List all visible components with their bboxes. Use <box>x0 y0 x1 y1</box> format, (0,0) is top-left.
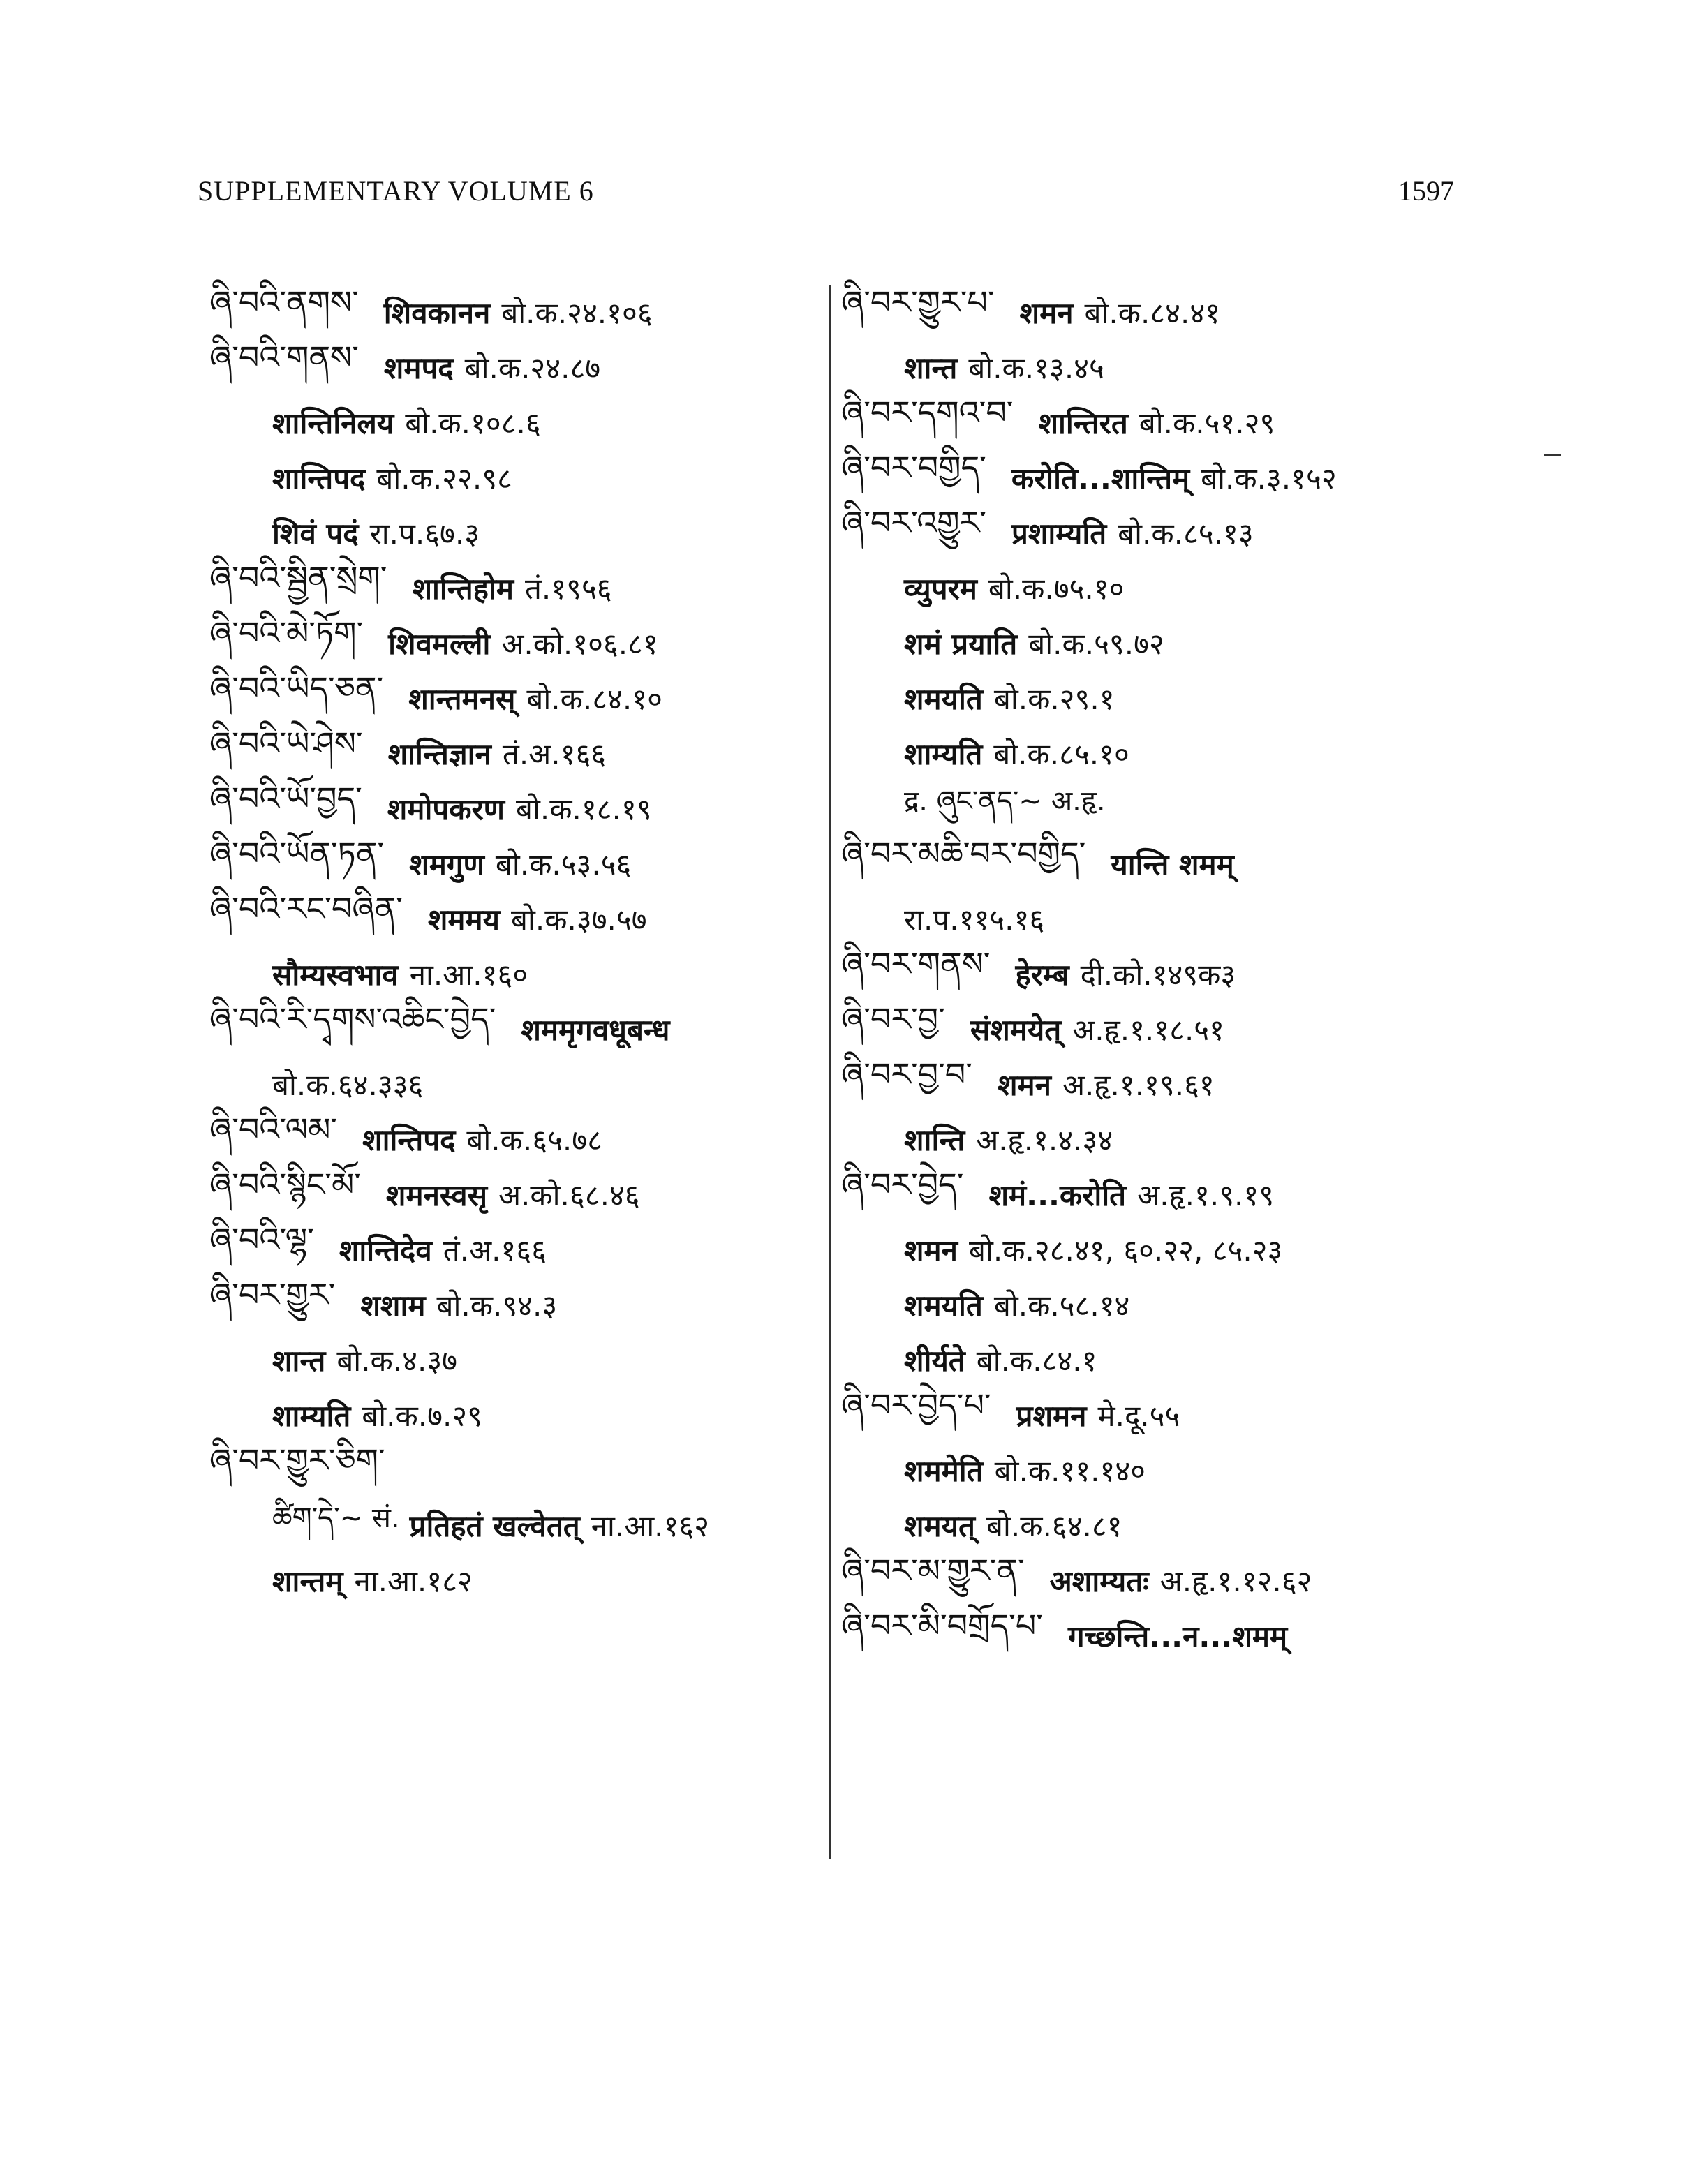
sanskrit-equivalent: शमपद <box>383 351 454 385</box>
page-header <box>198 174 1454 216</box>
sanskrit-equivalent: शान्त <box>904 351 958 385</box>
source-reference: बो.क.३.१५२ <box>1201 461 1337 496</box>
left-column <box>209 285 810 1608</box>
dictionary-entry <box>841 836 1455 891</box>
sanskrit-equivalent: शममेति <box>904 1454 984 1488</box>
sanskrit-equivalent: शमयत् <box>904 1509 975 1543</box>
source-reference: अ.को.१०६.८१ <box>501 627 658 661</box>
source-reference: बो.क.७.२९ <box>362 1399 482 1433</box>
source-reference: बो.क.५३.५६ <box>495 847 632 882</box>
source-reference: बो.क.४.३७ <box>336 1344 458 1378</box>
source-reference: बो.क.६५.७८ <box>466 1123 602 1157</box>
dictionary-entry <box>841 1608 1455 1663</box>
tibetan-headword: ཞི་བར་གྱུར་ <box>209 1276 336 1314</box>
source-reference: बो.क.५१.२९ <box>1139 406 1275 440</box>
tibetan-headword: ཞི་བར་གྱུར་ཅིག་ <box>209 1441 385 1479</box>
tibetan-headword: ཞི་བའི་ཡེ་ཤེས་ <box>209 725 363 762</box>
cross-reference-note: द्र. ཞུང་ནད་~ अ.हृ. <box>904 785 1106 817</box>
sub-entry <box>841 560 1455 616</box>
tibetan-headword: ཞི་བར་བྱ་བ་ <box>841 1055 972 1093</box>
source-reference: अ.को.६८.४६ <box>498 1178 640 1212</box>
dictionary-entry <box>209 340 810 395</box>
sanskrit-equivalent: हेरम्ब <box>1015 958 1069 992</box>
page-number: 1597 <box>1398 175 1454 207</box>
source-reference: बो.क.२४.१०६ <box>501 296 653 330</box>
sanskrit-equivalent: शममृगवधूबन्ध <box>521 1013 670 1047</box>
sanskrit-equivalent: शान्त <box>272 1344 326 1378</box>
tibetan-headword: ཞི་བར་བྱ་ <box>841 1000 945 1038</box>
sanskrit-equivalent: शशाम <box>360 1288 426 1323</box>
right-column <box>841 285 1455 1663</box>
source-reference: बो.क.७५.१० <box>988 572 1125 606</box>
running-title: SUPPLEMENTARY VOLUME 6 <box>198 175 594 207</box>
source-reference: ना.आ.१६२ <box>591 1509 710 1543</box>
sanskrit-equivalent: शमन <box>997 1068 1051 1102</box>
tibetan-headword: ཞི་བའི་ནགས་ <box>209 283 359 321</box>
source-reference: अ.हृ.१.१८.५१ <box>1072 1013 1224 1047</box>
source-reference: बो.क.६४.३३६ <box>272 1068 424 1102</box>
source-reference: बो.क.८४.४१ <box>1084 296 1221 330</box>
tibetan-headword: ཞི་བར་གྱུར་པ་ <box>841 283 995 321</box>
sanskrit-equivalent: शमन <box>904 1233 958 1268</box>
tibetan-headword: ཞི་བའི་རི་དྭགས་འཆིང་བྱེད་ <box>209 1000 496 1038</box>
source-reference: अ.हृ.१.१२.६२ <box>1159 1564 1312 1598</box>
source-reference: बो.क.२९.१ <box>993 682 1115 716</box>
source-reference: रा.प.६७.३ <box>369 517 480 551</box>
source-reference: बो.क.२२.९८ <box>376 461 512 496</box>
tibetan-headword: ཞི་བར་བྱེད་པ་ <box>841 1386 991 1424</box>
sanskrit-equivalent: संशमयेत् <box>970 1013 1062 1047</box>
source-reference: बो.क.२४.८७ <box>464 351 601 385</box>
tibetan-headword: ཞི་བར་གནས་ <box>841 945 991 983</box>
dictionary-entry <box>209 1277 810 1332</box>
sanskrit-equivalent: शमयति <box>904 682 983 716</box>
source-reference: बो.क.५८.१४ <box>993 1288 1130 1323</box>
sub-entry <box>209 395 810 450</box>
sanskrit-equivalent: व्युपरम <box>904 572 977 606</box>
tibetan-headword: ཞི་བའི་ལམ་ <box>209 1110 338 1148</box>
sanskrit-equivalent: गच्छन्ति...न...शमम् <box>1067 1619 1288 1654</box>
sanskrit-equivalent: करोति...शान्तिम् <box>1011 461 1190 496</box>
source-reference: बो.क.८४.१ <box>976 1344 1097 1378</box>
sanskrit-equivalent: शान्तिदेव <box>339 1233 432 1268</box>
sanskrit-equivalent: शीर्यते <box>904 1344 965 1378</box>
tibetan-headword: ཞི་བར་མ་གྱུར་ན་ <box>841 1552 1025 1589</box>
source-reference: दी.को.१४९क३ <box>1080 958 1236 992</box>
sanskrit-equivalent: शान्तम् <box>272 1564 343 1598</box>
source-reference: बो.क.१८.१९ <box>516 792 652 826</box>
dictionary-entry <box>841 1167 1455 1222</box>
sub-entry <box>209 450 810 505</box>
source-reference: अ.हृ.१.४.३४ <box>976 1123 1113 1157</box>
source-reference: मे.दू.५५ <box>1097 1399 1180 1433</box>
sanskrit-equivalent: शान्तिरत <box>1038 406 1128 440</box>
sanskrit-equivalent: शाम्यति <box>272 1399 351 1433</box>
tibetan-headword: ཞི་བའི་ལྷ་ <box>209 1221 314 1258</box>
cross-reference-note: ཚིག་དེ་~ सं. <box>272 1502 400 1534</box>
sanskrit-equivalent: शमनस्वसृ <box>385 1178 487 1212</box>
source-reference: ना.आ.१६० <box>409 958 528 992</box>
tibetan-headword: ཞི་བར་འགྱུར་ <box>841 504 986 542</box>
tibetan-headword: ཞི་བར་མི་བགྲོད་པ་ <box>841 1607 1043 1644</box>
source-reference: बो.क.५९.७२ <box>1028 627 1164 661</box>
dictionary-entry <box>209 1002 810 1057</box>
sanskrit-equivalent: शिवकानन <box>383 296 491 330</box>
sanskrit-equivalent: शमयति <box>904 1288 983 1323</box>
tibetan-headword: ཞི་བའི་ཡོན་ཏན་ <box>209 835 385 872</box>
tibetan-headword: ཞི་བའི་གནས་ <box>209 339 359 376</box>
tibetan-headword: ཞི་བར་བགྱིད་ <box>841 449 986 486</box>
sanskrit-equivalent: शान्तिपद <box>272 461 366 496</box>
sub-entry <box>841 1443 1455 1498</box>
sanskrit-equivalent: शान्ति <box>904 1123 965 1157</box>
source-reference: रा.प.११५.१६ <box>904 902 1045 937</box>
sub-entry <box>209 1498 810 1553</box>
sanskrit-equivalent: शान्तमनस् <box>408 682 516 716</box>
tibetan-headword: ཞི་བར་མཆི་བར་བགྱིད་ <box>841 835 1086 872</box>
sanskrit-equivalent: शमं...करोति <box>988 1178 1127 1212</box>
tibetan-headword: ཞི་བའི་སྙིང་མོ་ <box>209 1166 361 1203</box>
sanskrit-equivalent: अशाम्यतः <box>1049 1564 1149 1598</box>
source-reference: तं.अ.१६६ <box>443 1233 547 1268</box>
source-reference: अ.हृ.१.९.१९ <box>1137 1178 1275 1212</box>
sanskrit-equivalent: प्रशमन <box>1016 1399 1087 1433</box>
tibetan-headword: ཞི་བར་བྱེད་ <box>841 1166 964 1203</box>
tibetan-headword: ཞི་བའི་ཡོ་བྱད་ <box>209 780 362 817</box>
tibetan-headword: ཞི་བའི་ཡིད་ཅན་ <box>209 669 384 707</box>
source-reference: ना.आ.१८२ <box>354 1564 473 1598</box>
dictionary-entry <box>841 505 1455 560</box>
source-reference: बो.क.१३.४५ <box>968 351 1104 385</box>
sanskrit-equivalent: शाम्यति <box>904 737 983 771</box>
source-reference: तं.अ.१६६ <box>502 737 607 771</box>
sub-entry <box>841 1222 1455 1277</box>
source-reference: बो.क.८५.१० <box>993 737 1129 771</box>
source-reference: बो.क.२८.४१, ६०.२२, ८५.२३ <box>969 1233 1283 1268</box>
source-reference: तं.१९५६ <box>524 572 612 606</box>
sub-entry <box>209 1332 810 1388</box>
sanskrit-equivalent: शान्तिपद <box>362 1123 456 1157</box>
source-reference: बो.क.८५.१३ <box>1118 517 1254 551</box>
source-reference: बो.क.९४.३ <box>436 1288 558 1323</box>
sanskrit-equivalent: सौम्यस्वभाव <box>272 958 399 992</box>
margin-mark <box>1544 454 1561 456</box>
source-reference: अ.हृ.१.१९.६१ <box>1062 1068 1215 1102</box>
sanskrit-equivalent: शमन <box>1019 296 1074 330</box>
sanskrit-equivalent: शान्तिनिलय <box>272 406 394 440</box>
sanskrit-equivalent: शिवं पदं <box>272 517 359 551</box>
sub-entry <box>841 671 1455 726</box>
sanskrit-equivalent: शमोपकरण <box>387 792 505 826</box>
source-reference: बो.क.११.१४० <box>994 1454 1146 1488</box>
sanskrit-equivalent: शममय <box>427 902 501 937</box>
sanskrit-equivalent: शमगुण <box>409 847 484 882</box>
sub-entry <box>841 1277 1455 1332</box>
sub-entry <box>209 1553 810 1608</box>
source-reference: बो.क.६४.८१ <box>986 1509 1122 1543</box>
tibetan-headword: ཞི་བར་དགའ་བ་ <box>841 394 1014 431</box>
source-reference: बो.क.८४.१० <box>526 682 662 716</box>
sanskrit-equivalent: प्रशाम्यति <box>1011 517 1107 551</box>
sanskrit-equivalent: शान्तिज्ञान <box>387 737 491 771</box>
dictionary-entry <box>841 285 1455 340</box>
sanskrit-equivalent: शान्तिहोम <box>412 572 514 606</box>
source-reference: बो.क.१०८.६ <box>405 406 541 440</box>
tibetan-headword: ཞི་བའི་མེ་ཏོག་ <box>209 614 364 652</box>
tibetan-headword: ཞི་བའི་རང་བཞིན་ <box>209 890 403 928</box>
tibetan-headword: ཞི་བའི་སྦྱིན་སྲེག་ <box>209 559 387 597</box>
dictionary-entry <box>209 891 810 946</box>
sanskrit-equivalent: यान्ति शमम् <box>1111 847 1234 882</box>
dictionary-entry <box>841 1388 1455 1443</box>
sanskrit-equivalent: शमं प्रयाति <box>904 627 1018 661</box>
sanskrit-equivalent: शिवमल्ली <box>388 627 491 661</box>
source-reference: बो.क.३७.५७ <box>511 902 647 937</box>
sanskrit-equivalent: प्रतिहतं खल्वेतत् <box>409 1509 580 1543</box>
sub-entry <box>841 616 1455 671</box>
column-divider <box>829 285 831 1859</box>
dictionary-entry <box>841 1057 1455 1112</box>
